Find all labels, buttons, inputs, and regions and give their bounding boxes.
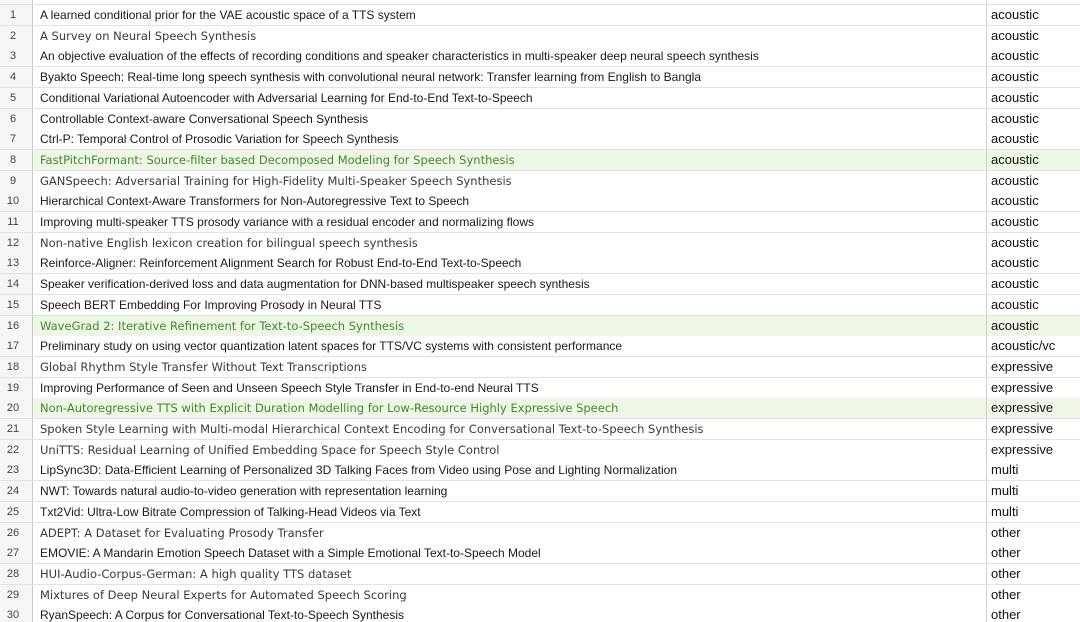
paper-title: Controllable Context-aware Conversational Speech Synthesis — [40, 111, 369, 126]
paper-title: Improving Performance of Seen and Unseen Speech Style Transfer in End-to-end Neural TTS — [40, 380, 539, 395]
category-label: other — [991, 586, 1021, 602]
row-number[interactable]: 10 — [0, 191, 33, 211]
category-cell[interactable] — [987, 585, 1080, 605]
table-row[interactable] — [0, 129, 1080, 150]
paper-title: HUI-Audio-Corpus-German: A high quality TTS dataset — [40, 566, 352, 581]
table-row[interactable] — [0, 336, 1080, 357]
title-cell[interactable] — [33, 440, 987, 460]
row-number[interactable]: 26 — [0, 523, 33, 543]
category-cell[interactable] — [987, 481, 1080, 501]
category-label: acoustic — [991, 27, 1039, 43]
paper-title: Non-Autoregressive TTS with Explicit Duration Modelling for Low-Resource Highly Expressive Speech — [40, 401, 619, 416]
category-cell[interactable] — [987, 150, 1080, 170]
paper-title: Speaker verification-derived loss and data augmentation for DNN-based multispeaker speech synthesis — [40, 277, 590, 292]
category-label: acoustic — [991, 255, 1039, 271]
category-cell[interactable] — [987, 543, 1080, 563]
title-cell[interactable] — [33, 378, 987, 398]
category-cell[interactable] — [987, 316, 1080, 336]
row-number[interactable]: 18 — [0, 357, 33, 377]
category-label: expressive — [991, 358, 1054, 374]
table-row[interactable] — [0, 150, 1080, 171]
title-cell[interactable] — [33, 357, 987, 377]
title-cell[interactable] — [33, 274, 987, 294]
category-label: expressive — [991, 441, 1054, 457]
category-label: acoustic — [991, 214, 1039, 229]
category-cell[interactable] — [987, 605, 1080, 622]
paper-title: Hierarchical Context-Aware Transformers for Non-Autoregressive Text to Speech — [40, 194, 470, 209]
paper-title: An objective evaluation of the effects of recording conditions and speaker characteristics in multi-speaker deep neural speech synthesis — [40, 49, 759, 64]
row-number[interactable]: 6 — [0, 109, 33, 129]
paper-title: RyanSpeech: A Corpus for Conversational Text-to-Speech Synthesis — [40, 608, 404, 622]
title-cell[interactable] — [33, 336, 987, 356]
category-label: multi — [991, 503, 1019, 519]
row-number[interactable]: 7 — [0, 129, 33, 149]
title-cell[interactable] — [33, 481, 987, 501]
category-label: acoustic — [991, 317, 1039, 333]
category-label: acoustic — [991, 48, 1039, 64]
table-row[interactable] — [0, 502, 1080, 523]
paper-title: A Survey on Neural Speech Synthesis — [40, 28, 257, 43]
table-row[interactable] — [0, 274, 1080, 295]
row-number[interactable]: 12 — [0, 233, 33, 253]
paper-title: Spoken Style Learning with Multi-modal Hierarchical Context Encoding for Conversational Text-to-Speech Synthesis — [40, 422, 704, 436]
table-row[interactable] — [0, 564, 1080, 585]
row-number[interactable]: 9 — [0, 171, 33, 191]
category-cell[interactable] — [987, 460, 1080, 480]
paper-title: Mixtures of Deep Neural Experts for Automated Speech Scoring — [40, 587, 407, 602]
paper-title: ADEPT: A Dataset for Evaluating Prosody Transfer — [40, 525, 324, 540]
table-row[interactable] — [0, 316, 1080, 337]
paper-title: WaveGrad 2: Iterative Refinement for Text-to-Speech Synthesis — [40, 318, 405, 333]
table-row[interactable] — [0, 67, 1080, 88]
table-row[interactable] — [0, 212, 1080, 233]
paper-title: Ctrl-P: Temporal Control of Prosodic Variation for Speech Synthesis — [40, 132, 399, 147]
category-cell[interactable] — [987, 378, 1080, 398]
row-number[interactable]: 23 — [0, 460, 33, 480]
category-cell[interactable] — [987, 129, 1080, 149]
category-label: acoustic — [991, 110, 1039, 126]
title-cell[interactable] — [33, 605, 987, 622]
category-label: other — [991, 524, 1021, 540]
table-row[interactable] — [0, 543, 1080, 564]
row-header-cap — [0, 0, 33, 4]
category-cell[interactable] — [987, 67, 1080, 87]
title-cell[interactable] — [33, 150, 987, 170]
title-cell[interactable] — [33, 502, 987, 522]
category-cell[interactable] — [987, 233, 1080, 253]
row-number[interactable]: 17 — [0, 336, 33, 356]
paper-title: FastPitchFormant: Source-filter based Decomposed Modeling for Speech Synthesis — [40, 152, 515, 167]
category-cell[interactable] — [987, 336, 1080, 356]
row-number[interactable]: 29 — [0, 585, 33, 605]
category-cell[interactable] — [987, 523, 1080, 543]
table-row[interactable] — [0, 398, 1080, 419]
table-row[interactable] — [0, 585, 1080, 606]
row-number[interactable]: 14 — [0, 274, 33, 294]
category-label: acoustic — [991, 172, 1039, 188]
row-number[interactable]: 1 — [0, 5, 33, 25]
paper-title: A learned conditional prior for the VAE acoustic space of a TTS system — [40, 8, 416, 22]
table-row[interactable] — [0, 460, 1080, 481]
category-label: acoustic — [991, 69, 1039, 85]
category-cell[interactable] — [987, 398, 1080, 418]
category-label: expressive — [991, 421, 1054, 436]
category-cell[interactable] — [987, 212, 1080, 232]
paper-title: Txt2Vid: Ultra-Low Bitrate Compression of Talking-Head Videos via Text — [40, 504, 421, 519]
category-cell[interactable] — [987, 253, 1080, 273]
category-label: acoustic — [991, 7, 1039, 22]
row-number[interactable]: 30 — [0, 605, 33, 622]
table-row[interactable] — [0, 26, 1080, 47]
table-row[interactable] — [0, 233, 1080, 254]
paper-title: LipSync3D: Data-Efficient Learning of Personalized 3D Talking Faces from Video using Pose and Lighting Normalization — [40, 463, 678, 478]
category-cell[interactable] — [987, 88, 1080, 108]
row-number[interactable]: 16 — [0, 316, 33, 336]
table-row[interactable] — [0, 109, 1080, 130]
row-number[interactable]: 13 — [0, 253, 33, 273]
table-row[interactable] — [0, 419, 1080, 440]
category-label: acoustic — [991, 276, 1039, 292]
category-cell[interactable] — [987, 357, 1080, 377]
title-cell[interactable] — [33, 129, 987, 149]
row-number[interactable]: 3 — [0, 46, 33, 66]
category-cell[interactable] — [987, 295, 1080, 315]
title-cell[interactable] — [33, 523, 987, 543]
row-number[interactable]: 24 — [0, 481, 33, 501]
category-cell[interactable] — [987, 171, 1080, 191]
category-cell[interactable] — [987, 564, 1080, 584]
title-cell[interactable] — [33, 295, 987, 315]
category-cell[interactable] — [987, 109, 1080, 129]
table-row[interactable] — [0, 481, 1080, 502]
table-row[interactable] — [0, 5, 1080, 26]
title-cell[interactable] — [33, 233, 987, 253]
table-row[interactable] — [0, 295, 1080, 316]
category-cell[interactable] — [987, 46, 1080, 66]
paper-title: EMOVIE: A Mandarin Emotion Speech Dataset with a Simple Emotional Text-to-Speech Model — [40, 546, 541, 561]
category-label: other — [991, 607, 1021, 622]
row-number[interactable]: 2 — [0, 26, 33, 46]
row-number[interactable]: 20 — [0, 398, 33, 418]
title-cell[interactable] — [33, 564, 987, 584]
title-cell[interactable] — [33, 5, 987, 25]
row-number[interactable]: 21 — [0, 419, 33, 439]
title-cell[interactable] — [33, 460, 987, 480]
paper-title: Global Rhythm Style Transfer Without Text Transcriptions — [40, 359, 367, 374]
category-cell[interactable] — [987, 274, 1080, 294]
row-number[interactable]: 28 — [0, 564, 33, 584]
category-cell[interactable] — [987, 440, 1080, 460]
title-cell[interactable] — [33, 419, 987, 439]
category-cell[interactable] — [987, 502, 1080, 522]
title-cell[interactable] — [33, 109, 987, 129]
category-label: other — [991, 565, 1021, 581]
paper-title: Reinforce-Aligner: Reinforcement Alignment Search for Robust End-to-End Text-to-Speech — [40, 256, 522, 271]
category-label: acoustic — [991, 131, 1039, 147]
title-cell[interactable] — [33, 46, 987, 66]
title-cell[interactable] — [33, 253, 987, 273]
title-cell[interactable] — [33, 171, 987, 191]
category-label: multi — [991, 483, 1019, 499]
category-cell[interactable] — [987, 26, 1080, 46]
category-label: acoustic — [991, 89, 1039, 105]
table-row[interactable] — [0, 191, 1080, 212]
table-row[interactable] — [0, 171, 1080, 192]
category-cell[interactable] — [987, 419, 1080, 439]
row-number[interactable]: 4 — [0, 67, 33, 87]
category-label: acoustic — [991, 193, 1039, 209]
category-cell[interactable] — [987, 191, 1080, 211]
column-divider-cap — [986, 0, 987, 4]
row-number[interactable]: 11 — [0, 212, 33, 232]
paper-title: Improving multi-speaker TTS prosody variance with a residual encoder and normalizing flows — [40, 215, 535, 229]
category-label: acoustic — [991, 234, 1039, 250]
title-cell[interactable] — [33, 398, 987, 418]
row-number[interactable]: 8 — [0, 150, 33, 170]
category-label: acoustic — [991, 151, 1039, 167]
category-label: acoustic — [991, 296, 1039, 312]
row-number[interactable]: 27 — [0, 543, 33, 563]
title-cell[interactable] — [33, 88, 987, 108]
table-row[interactable] — [0, 605, 1080, 622]
row-number[interactable]: 22 — [0, 440, 33, 460]
table-row[interactable] — [0, 378, 1080, 399]
paper-title: Non-native English lexicon creation for bilingual speech synthesis — [40, 235, 418, 250]
table-row[interactable] — [0, 253, 1080, 274]
table-row[interactable] — [0, 46, 1080, 67]
title-cell[interactable] — [33, 212, 987, 232]
row-number[interactable]: 5 — [0, 88, 33, 108]
paper-title: Speech BERT Embedding For Improving Prosody in Neural TTS — [40, 297, 382, 312]
title-cell[interactable] — [33, 67, 987, 87]
title-cell[interactable] — [33, 191, 987, 211]
paper-title: Conditional Variational Autoencoder with Adversarial Learning for End-to-End Text-to-Speech — [40, 90, 533, 105]
title-cell[interactable] — [33, 26, 987, 46]
title-cell[interactable] — [33, 585, 987, 605]
row-number[interactable]: 19 — [0, 378, 33, 398]
table-row[interactable] — [0, 357, 1080, 378]
title-cell[interactable] — [33, 543, 987, 563]
paper-title: NWT: Towards natural audio-to-video generation with representation learning — [40, 484, 448, 499]
row-number[interactable]: 25 — [0, 502, 33, 522]
row-number[interactable]: 15 — [0, 295, 33, 315]
category-label: multi — [991, 462, 1019, 478]
category-label: expressive — [991, 379, 1054, 395]
category-label: other — [991, 545, 1021, 561]
category-label: acoustic/vc — [991, 338, 1056, 354]
table-row[interactable] — [0, 88, 1080, 109]
category-cell[interactable] — [987, 5, 1080, 25]
paper-title: GANSpeech: Adversarial Training for High-Fidelity Multi-Speaker Speech Synthesis — [40, 173, 512, 188]
paper-title: Byakto Speech: Real-time long speech synthesis with convolutional neural network: Transfer learning from English to Bangla — [40, 70, 702, 85]
paper-title: UniTTS: Residual Learning of Unified Embedding Space for Speech Style Control — [40, 442, 500, 457]
paper-title: Preliminary study on using vector quantization latent spaces for TTS/VC systems with consistent performance — [40, 339, 623, 354]
table-row[interactable] — [0, 523, 1080, 544]
category-label: expressive — [991, 400, 1054, 416]
table-row[interactable] — [0, 440, 1080, 461]
title-cell[interactable] — [33, 316, 987, 336]
